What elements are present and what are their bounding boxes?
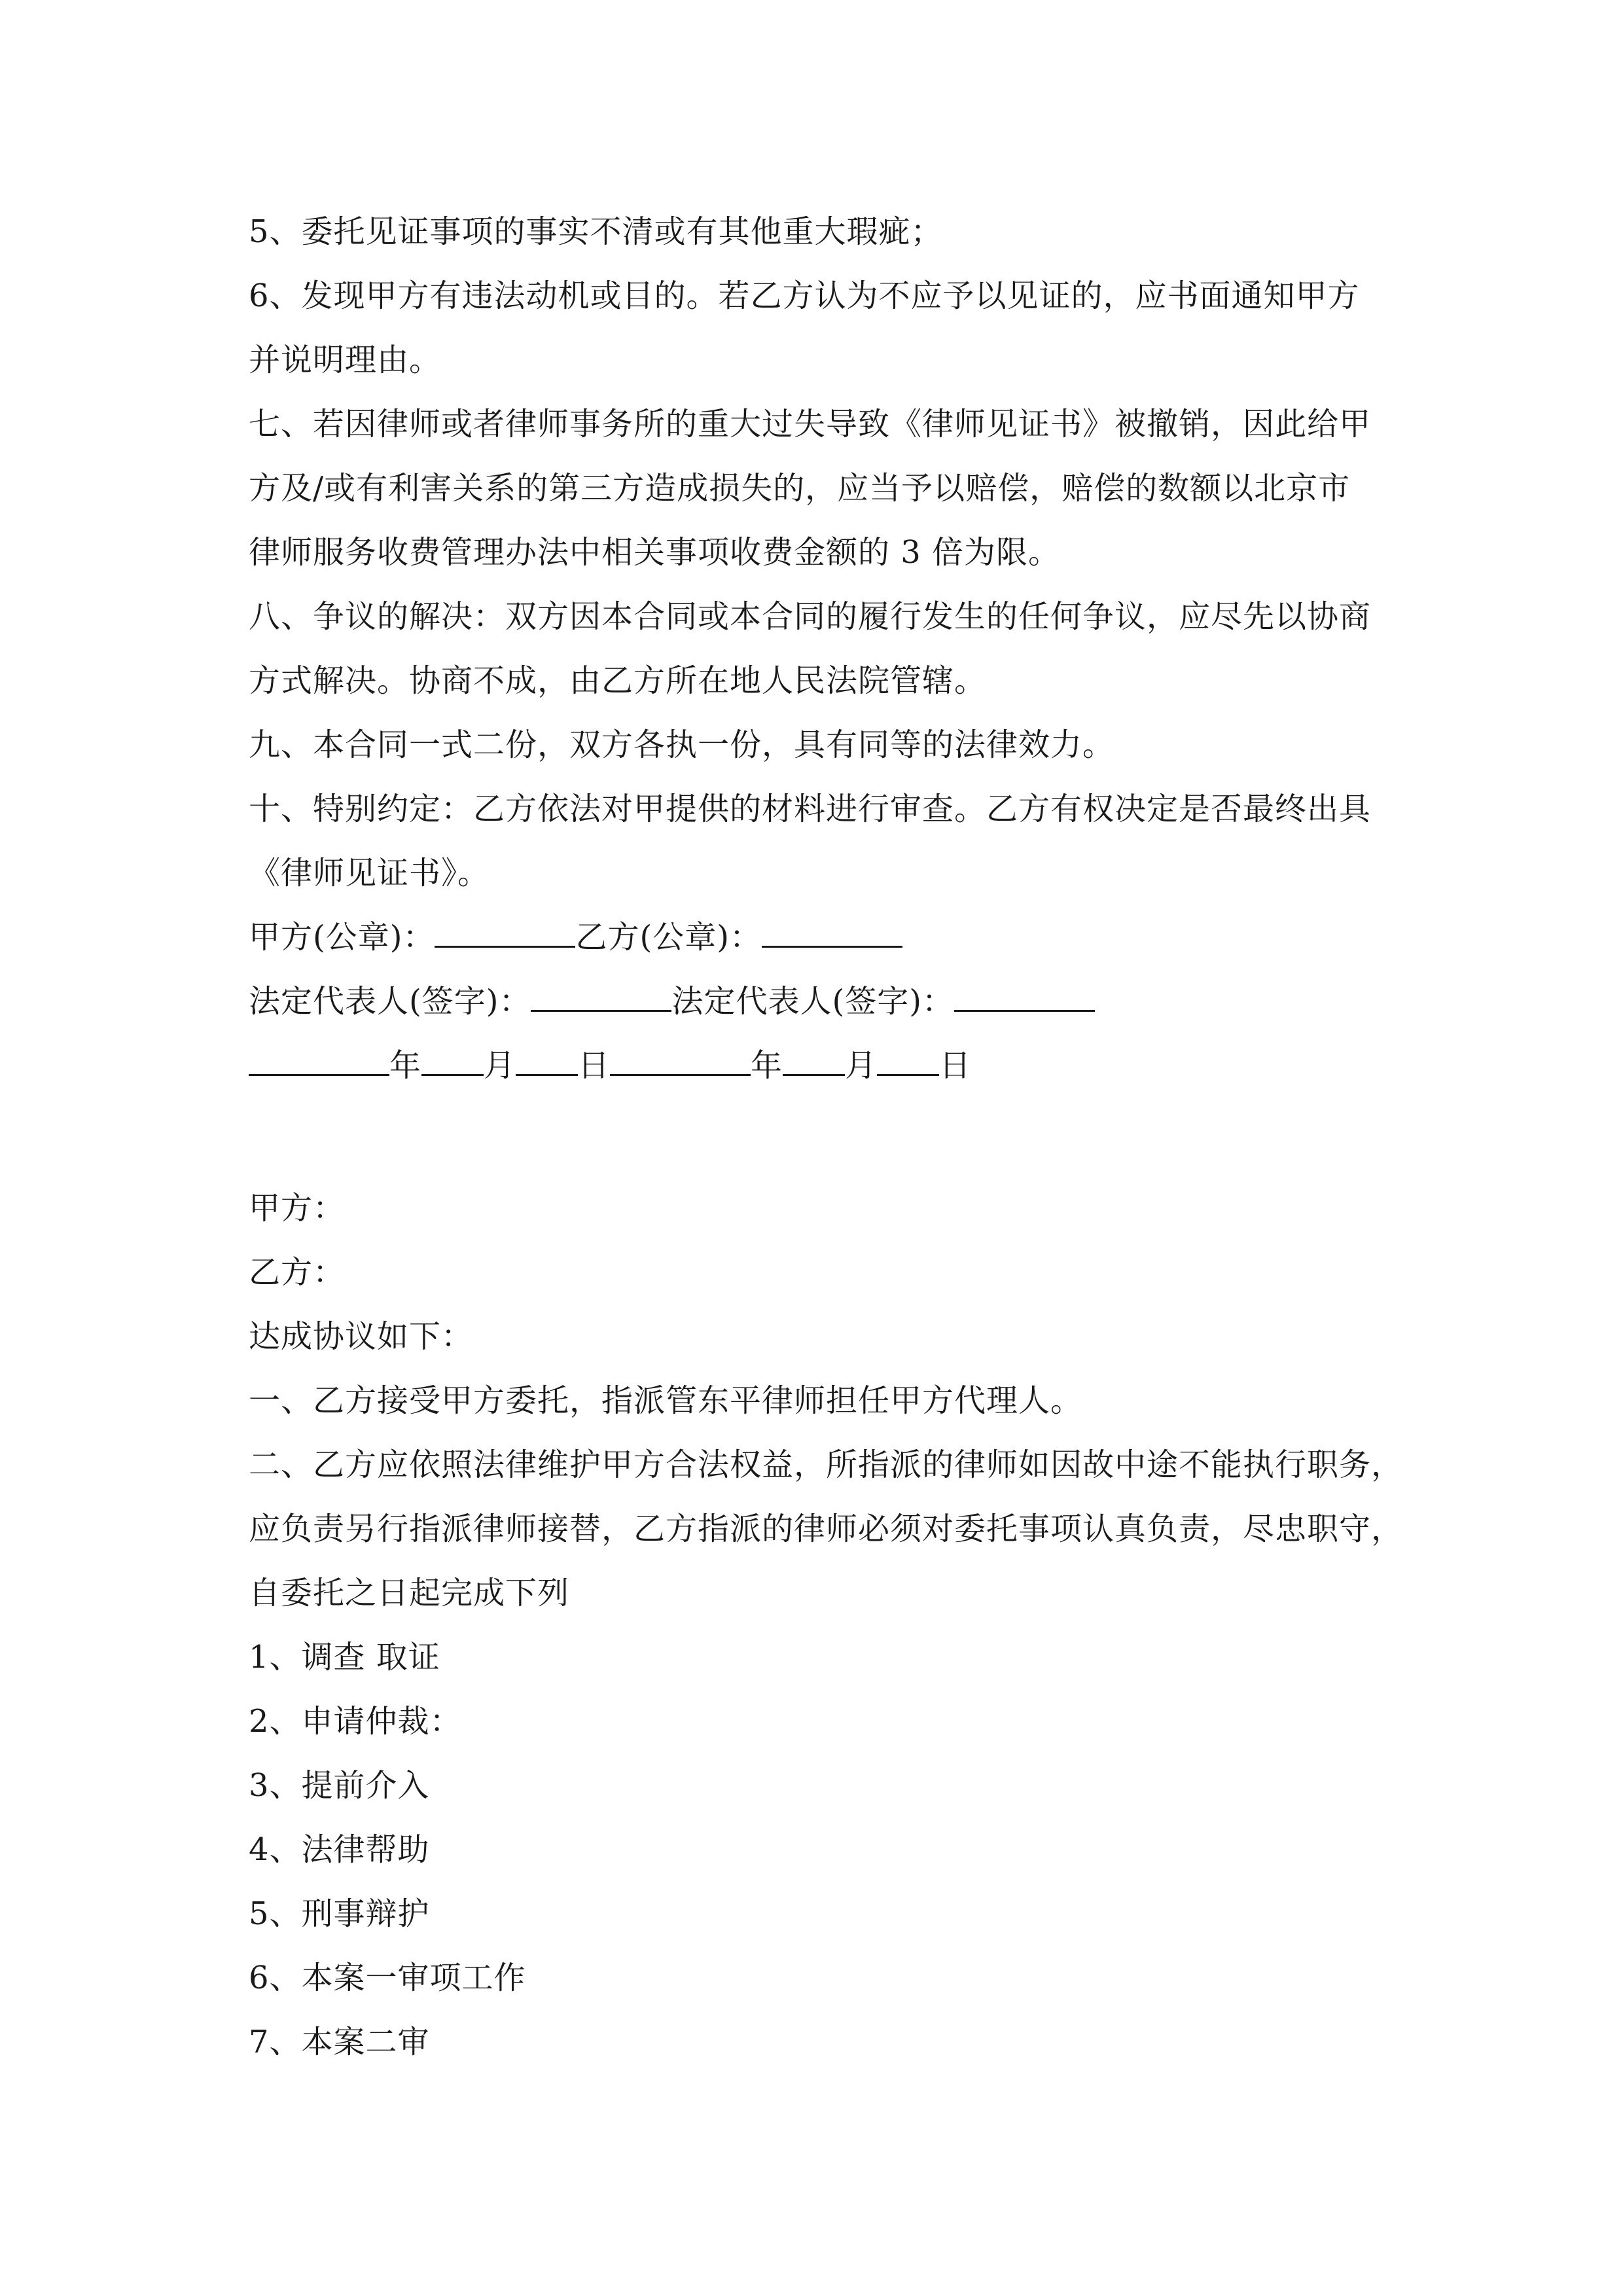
text-line: 十、特别约定：乙方依法对甲提供的材料进行审查。乙方有权决定是否最终出具 <box>249 791 1372 827</box>
text-line: 自委托之日起完成下列 <box>249 1575 570 1611</box>
text-line: 方及/或有利害关系的第三方造成损失的，应当予以赔偿，赔偿的数额以北京市 <box>249 470 1351 507</box>
seal-line <box>249 905 1400 969</box>
rep-b-signature-blank[interactable] <box>954 981 1095 1012</box>
text-line: 甲方： <box>249 1190 346 1227</box>
party-b-seal-blank[interactable] <box>762 917 902 948</box>
document-page <box>249 200 1404 2074</box>
year-a-blank[interactable] <box>249 1045 389 1076</box>
list-item: 1、调查 取证 <box>249 1639 440 1676</box>
section-gap <box>249 1098 1400 1176</box>
rep-a-signature-blank[interactable] <box>531 981 671 1012</box>
list-item: 3、提前介入 <box>249 1767 430 1804</box>
month-a-blank[interactable] <box>421 1045 484 1076</box>
date-line <box>249 1033 1400 1098</box>
text-line: 二、乙方应依照法律维护甲方合法权益，所指派的律师如因故中途不能执行职务， <box>249 1446 1404 1483</box>
text-line: 并说明理由。 <box>249 342 442 378</box>
list-item: 2、申请仲裁： <box>249 1703 462 1740</box>
text-line: 九、本合同一式二份，双方各执一份，具有同等的法律效力。 <box>249 726 1115 763</box>
day-a-blank[interactable] <box>516 1045 578 1076</box>
day-b-blank[interactable] <box>877 1045 939 1076</box>
text-line: 《律师见证书》。 <box>249 855 490 891</box>
text-line: 乙方： <box>249 1254 346 1291</box>
month-label: 月 <box>845 1047 878 1084</box>
day-label: 日 <box>578 1047 611 1084</box>
month-label: 月 <box>484 1047 516 1084</box>
text-line: 方式解决。协商不成，由乙方所在地人民法院管辖。 <box>249 662 987 699</box>
day-label: 日 <box>939 1047 972 1084</box>
text-line: 达成协议如下： <box>249 1318 474 1355</box>
list-item: 6、本案一审项工作 <box>249 1960 526 1996</box>
month-b-blank[interactable] <box>783 1045 845 1076</box>
party-a-seal-blank[interactable] <box>435 917 575 948</box>
text-line: 七、若因律师或者律师事务所的重大过失导致《律师见证书》被撤销，因此给甲 <box>249 406 1372 442</box>
text-line: 律师服务收费管理办法中相关事项收费金额的 3 倍为限。 <box>249 534 1061 571</box>
year-label: 年 <box>389 1047 422 1084</box>
rep-b-label: 法定代表人(签字)： <box>671 983 954 1020</box>
list-item: 4、法律帮助 <box>249 1831 430 1868</box>
list-item: 7、本案二审 <box>249 2024 430 2060</box>
list-item: 5、刑事辩护 <box>249 1895 430 1932</box>
text-line: 八、争议的解决：双方因本合同或本合同的履行发生的任何争议，应尽先以协商 <box>249 598 1372 635</box>
text-line: 应负责另行指派律师接替，乙方指派的律师必须对委托事项认真负责，尽忠职守， <box>249 1511 1404 1547</box>
party-a-seal-label: 甲方(公章)： <box>249 919 435 956</box>
text-line: 5、委托见证事项的事实不清或有其他重大瑕疵； <box>249 213 943 250</box>
year-label: 年 <box>751 1047 783 1084</box>
text-line: 一、乙方接受甲方委托，指派管东平律师担任甲方代理人。 <box>249 1382 1083 1419</box>
rep-a-label: 法定代表人(签字)： <box>249 983 531 1020</box>
representative-line <box>249 969 1400 1033</box>
text-line: 6、发现甲方有违法动机或目的。若乙方认为不应予以见证的，应书面通知甲方 <box>249 278 1360 314</box>
year-b-blank[interactable] <box>610 1045 751 1076</box>
party-b-seal-label: 乙方(公章)： <box>575 919 762 956</box>
